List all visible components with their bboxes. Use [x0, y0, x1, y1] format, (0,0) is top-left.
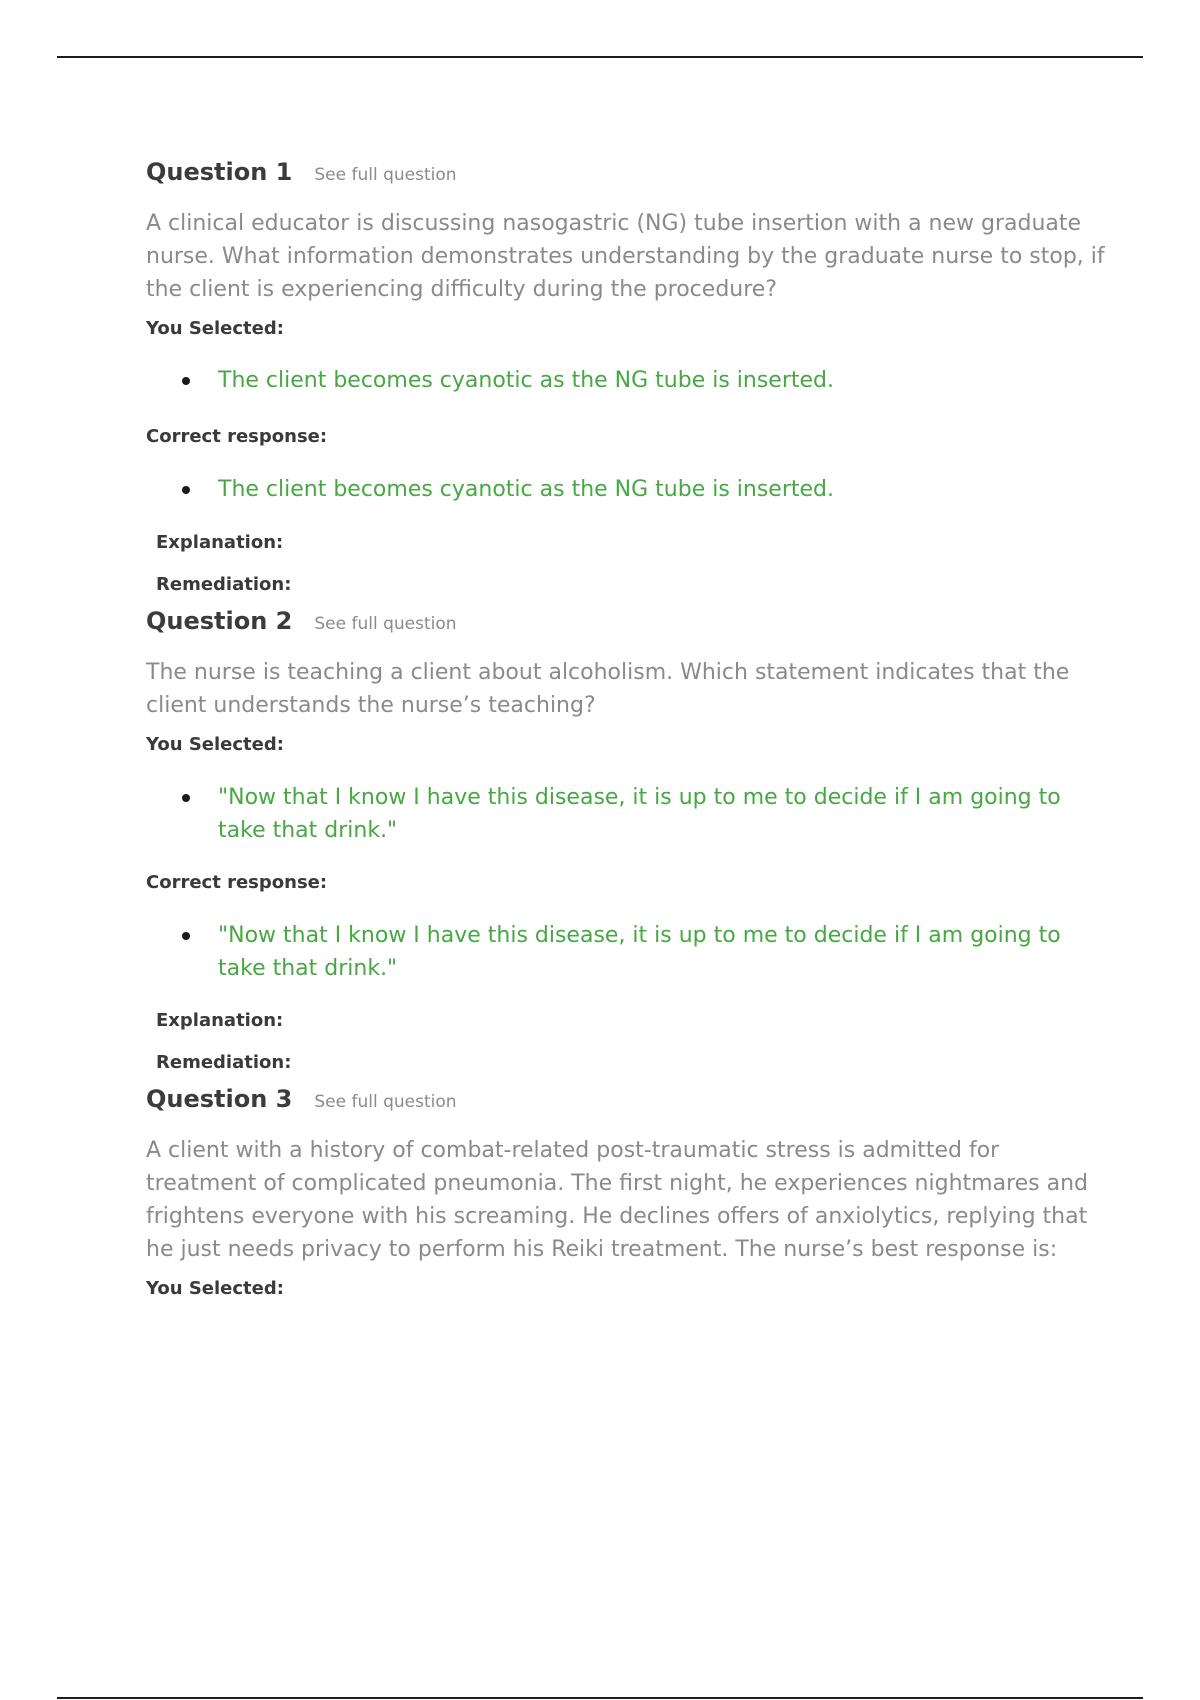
question-title: Question 2 [146, 607, 293, 635]
you-selected-label: You Selected: [146, 318, 284, 339]
remediation-label: Remediation: [156, 1052, 292, 1073]
quiz-review [146, 158, 1106, 1303]
question-header [146, 1085, 1106, 1125]
explanation-label: Explanation: [156, 532, 284, 553]
correct-answer [146, 473, 1106, 506]
see-full-question-link[interactable]: See full question [314, 165, 457, 185]
see-full-question-link[interactable]: See full question [314, 1092, 457, 1112]
selected-answer-text: "Now that I know I have this disease, it is up to me to decide if I am going to take that drink." [218, 785, 1061, 843]
top-rule [57, 56, 1143, 58]
question-text: A clinical educator is discussing nasogastric (NG) tube insertion with a new graduate nurse. What information demonstrates understanding by the graduate nurse to stop, if the client is experiencing difficulty during the procedure? [146, 211, 1105, 302]
explanation-label: Explanation: [156, 1010, 284, 1031]
selected-answer-text: The client becomes cyanotic as the NG tube is inserted. [218, 368, 835, 393]
selected-answer [146, 364, 1106, 397]
question-title: Question 3 [146, 1085, 293, 1113]
bullet-icon [182, 377, 190, 385]
question-header [146, 158, 1106, 198]
question-text: A client with a history of combat-related post-traumatic stress is admitted for treatment of complicated pneumonia. The first night, he experiences nightmares and frightens everyone with his screaming. He declines offers of anxiolytics, replying that he just needs privacy to perform his Reiki treatment. The nurse’s best response is: [146, 1138, 1089, 1262]
bullet-icon [182, 794, 190, 802]
question-block-2 [146, 607, 1106, 1077]
question-title: Question 1 [146, 158, 293, 186]
you-selected-label: You Selected: [146, 1278, 284, 1299]
correct-answer-list [146, 473, 1106, 506]
see-full-question-link[interactable]: See full question [314, 614, 457, 634]
question-header [146, 607, 1106, 647]
you-selected-label: You Selected: [146, 734, 284, 755]
bullet-icon [182, 932, 190, 940]
remediation-label: Remediation: [156, 574, 292, 595]
selected-answer-list [146, 781, 1106, 847]
bottom-rule [57, 1697, 1143, 1699]
correct-response-label: Correct response: [146, 872, 328, 893]
correct-answer-text: The client becomes cyanotic as the NG tube is inserted. [218, 477, 835, 502]
correct-answer [146, 919, 1106, 985]
bullet-icon [182, 486, 190, 494]
correct-response-label: Correct response: [146, 426, 328, 447]
selected-answer-list [146, 364, 1106, 397]
correct-answer-list [146, 919, 1106, 985]
question-block-1 [146, 158, 1106, 599]
question-block-3 [146, 1085, 1106, 1303]
question-text: The nurse is teaching a client about alcoholism. Which statement indicates that the client understands the nurse’s teaching? [146, 660, 1070, 718]
correct-answer-text: "Now that I know I have this disease, it is up to me to decide if I am going to take that drink." [218, 923, 1061, 981]
selected-answer [146, 781, 1106, 847]
